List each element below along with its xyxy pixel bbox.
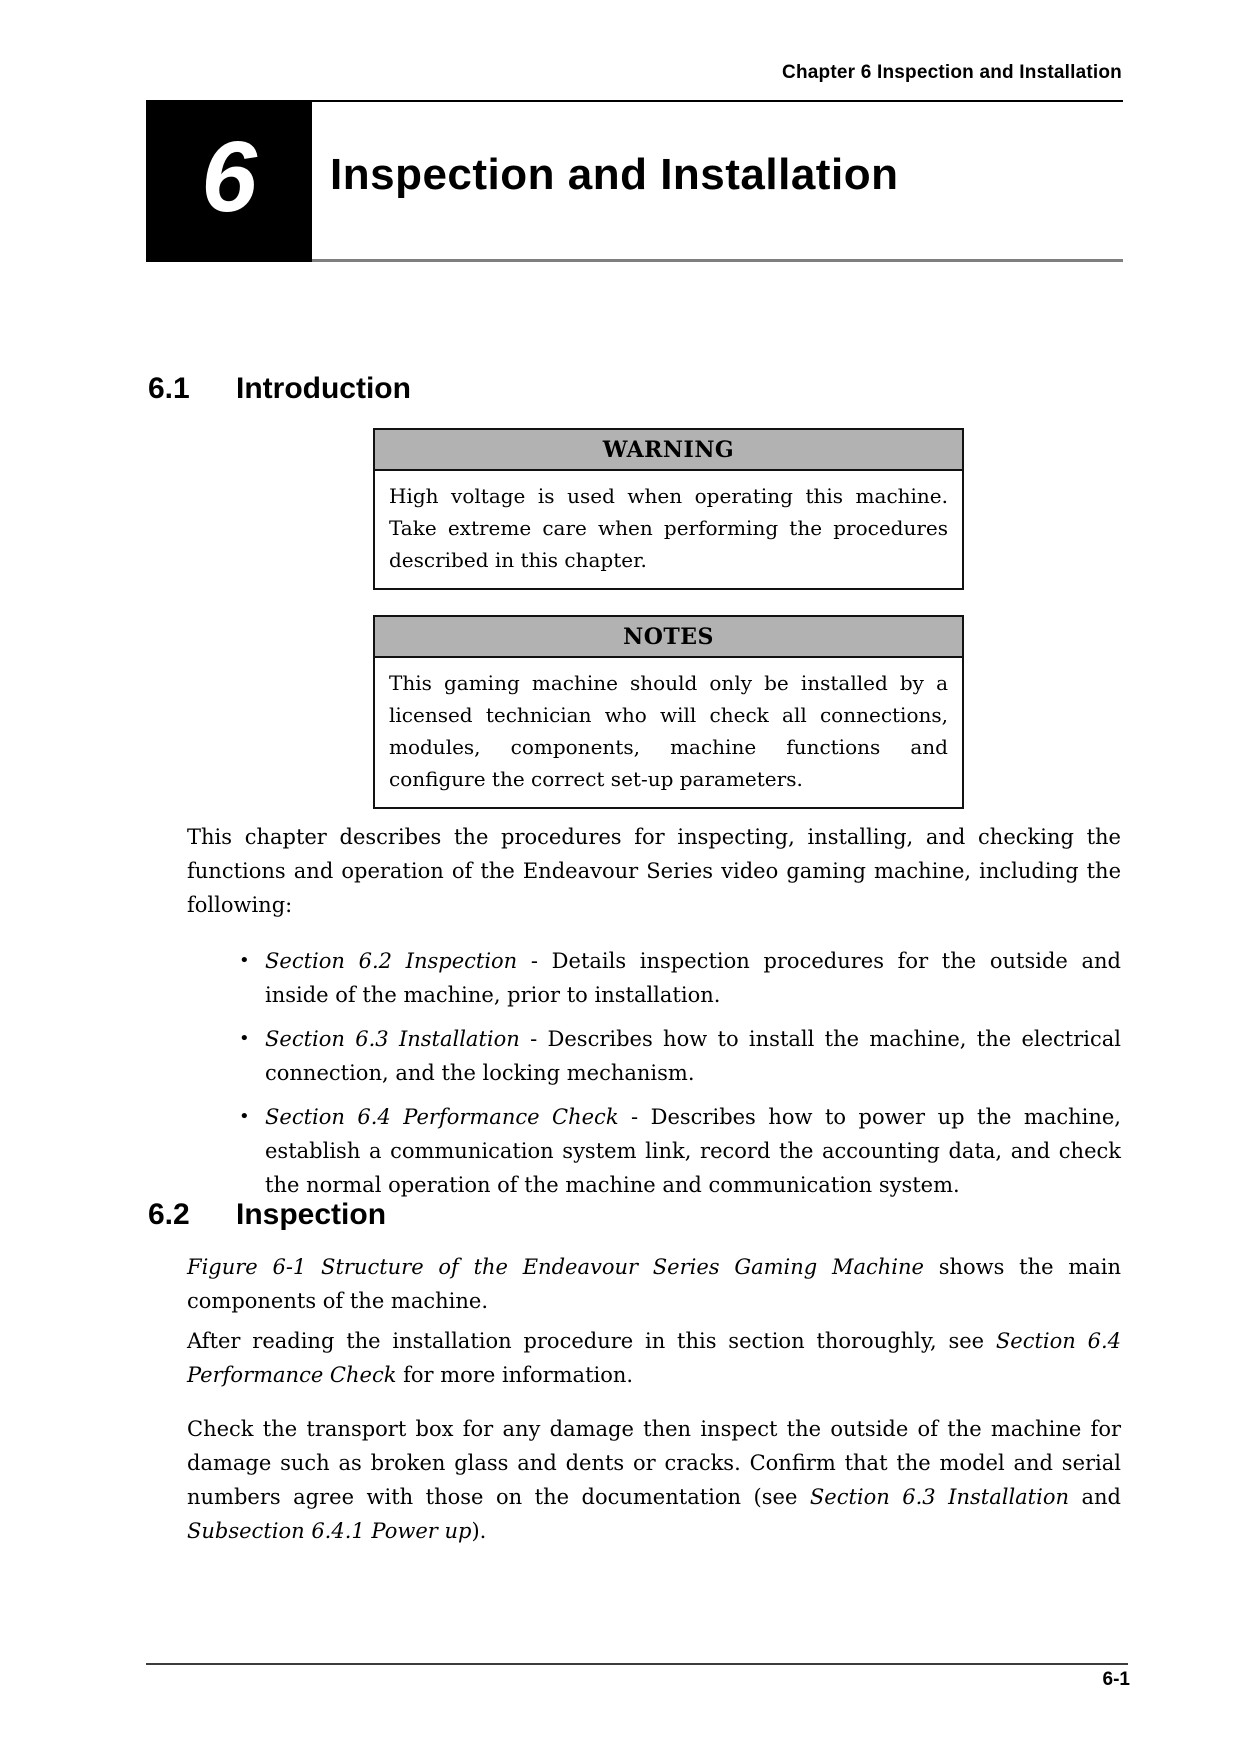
after-reading-paragraph [187,1324,1121,1392]
notes-box [373,615,964,809]
paragraph-text: shows the main components of the machine. [187,1255,1121,1313]
section-title: Inspection [236,1198,387,1231]
notes-box-body: This gaming machine should only be installed by a licensed technician who will check all connections, modules, components, machine functions and configure the correct set-up parameters. [389,671,948,791]
bullet-text: - Details inspection procedures for the outside and inside of the machine, prior to installation. [265,949,1122,1007]
section-reference: Section 6.4 Performance Check [265,1105,619,1129]
paragraph-text: ). [471,1519,487,1543]
section-6-2-heading [148,1198,386,1232]
section-number: 6.2 [148,1198,190,1231]
chapter-number-box [146,102,312,262]
bullet-text: - Describes how to power up the machine, establish a communication system link, record the accounting data, and check the normal operation of the machine and communication system. [265,1105,1121,1197]
footer-rule [146,1663,1128,1665]
section-reference: Section 6.3 Installation [265,1027,520,1051]
chapter-banner [146,102,1123,262]
intro-paragraph: This chapter describes the procedures for inspecting, installing, and checking the functions and operation of the Endeavour Series video gaming machine, including the following: [187,825,1121,917]
section-reference: Section 6.3 Installation [809,1485,1070,1509]
list-item [227,944,1121,1012]
bullet-list [227,944,1121,1212]
section-reference: Section 6.2 Inspection [265,949,518,973]
bullet-icon: • [239,950,250,971]
footer-page-number: 6-1 [1102,1669,1130,1690]
bullet-icon: • [239,1028,250,1049]
paragraph-text: for more information. [396,1363,634,1387]
section-6-1-heading [148,372,411,406]
list-item [227,1022,1121,1090]
bullet-text: - Describes how to install the machine, the electrical connection, and the locking mechanism. [265,1027,1121,1085]
section-number: 6.1 [148,372,190,405]
running-header: Chapter 6 Inspection and Installation [782,62,1122,83]
section-reference: Section 6.4 Performance Check [187,1329,1121,1387]
bullet-icon: • [239,1106,250,1127]
chapter-title: Inspection and Installation [330,150,899,199]
figure-reference: Figure 6-1 Structure of the Endeavour Series Gaming Machine [187,1255,924,1279]
check-transport-paragraph [187,1412,1121,1548]
paragraph-text: and [1069,1485,1122,1509]
banner-rule [312,259,1123,262]
warning-box-title: WARNING [375,430,962,471]
notes-box-title: NOTES [375,617,962,658]
paragraph-text: Check the transport box for any damage then inspect the outside of the machine for damage such as broken glass and dents or cracks. Confirm that the model and serial numbers agree with those on the documentation (see [187,1417,1121,1509]
section-reference: Subsection 6.4.1 Power up [187,1519,472,1543]
chapter-number: 6 [201,121,257,233]
list-item [227,1100,1121,1202]
warning-box [373,428,964,590]
section-title: Introduction [236,372,411,405]
paragraph-text: After reading the installation procedure in this section thoroughly, see [187,1329,996,1353]
warning-box-body: High voltage is used when operating this machine. Take extreme care when performing the procedures described in this chapter. [389,484,948,572]
figure-paragraph [187,1250,1121,1318]
